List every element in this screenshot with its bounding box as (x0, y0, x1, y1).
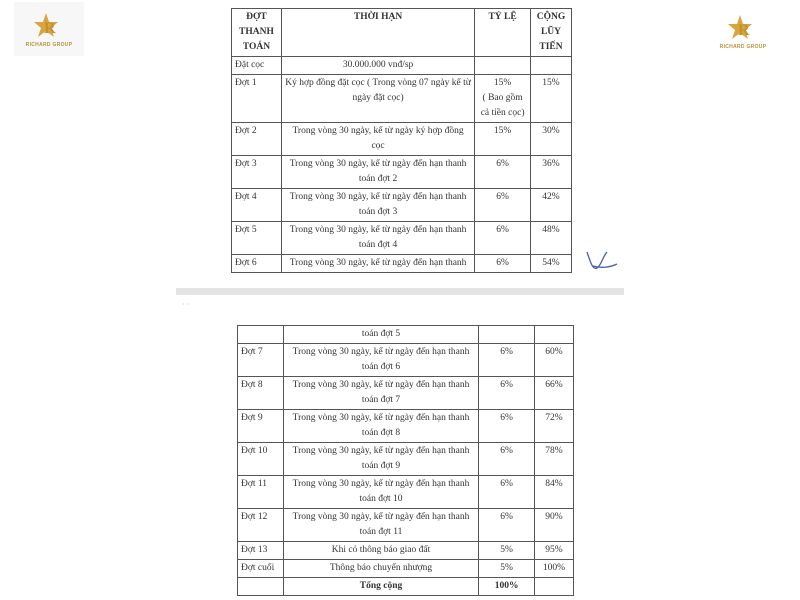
term-cell: Trong vòng 30 ngày, kể từ ngày đến hạn thanh toán đợt 8 (283, 410, 478, 443)
term-cell: Trong vòng 30 ngày, kể từ ngày đến hạn thanh (281, 255, 474, 273)
cumulative-cell: 36% (531, 156, 572, 189)
cumulative-cell: 42% (531, 189, 572, 222)
phase-cell: Đợt cuối (238, 560, 284, 578)
ratio-cell: 5% (479, 542, 535, 560)
cumulative-cell: 84% (535, 476, 574, 509)
phase-cell: Đợt 10 (238, 443, 284, 476)
table-row (232, 123, 572, 156)
svg-text:R: R (738, 21, 750, 39)
deposit-amount: 30.000.000 vnđ/sp (281, 57, 474, 75)
ratio-cell: 6% (479, 476, 535, 509)
cumulative-cell: 78% (535, 443, 574, 476)
page-divider (176, 288, 624, 295)
term-cell: Trong vòng 30 ngày, kể từ ngày đến hạn thanh toán đợt 7 (283, 377, 478, 410)
phase-cell: Đợt 1 (232, 75, 282, 123)
total-label: Tổng cộng (283, 578, 478, 596)
handwritten-signature (583, 246, 619, 276)
deposit-ratio (475, 57, 531, 75)
header-row (232, 9, 572, 57)
ratio-cell: 6% (475, 189, 531, 222)
ratio-cell: 6% (479, 509, 535, 542)
table-row (238, 560, 574, 578)
ratio-cell: 6% (479, 410, 535, 443)
table-row (238, 509, 574, 542)
term-cell: Trong vòng 30 ngày, kể từ ngày đến hạn thanh toán đợt 10 (283, 476, 478, 509)
star-logo-icon (726, 13, 760, 43)
table-row (232, 189, 572, 222)
scan-speck: · · (182, 300, 190, 309)
cumulative-cell: 100% (535, 560, 574, 578)
deposit-cumulative (531, 57, 572, 75)
richard-group-logo-right (708, 6, 778, 56)
continuation-row (238, 326, 574, 344)
ratio-cell: 6% (479, 443, 535, 476)
term-cell: Trong vòng 30 ngày, kể từ ngày đến hạn thanh toán đợt 3 (281, 189, 474, 222)
phase-cell: Đợt 11 (238, 476, 284, 509)
cumulative-cell: 54% (531, 255, 572, 273)
ratio-cell: 6% (479, 344, 535, 377)
term-cell: Trong vòng 30 ngày, kể từ ngày đến hạn thanh toán đợt 4 (281, 222, 474, 255)
brand-name: RICHARD GROUP (25, 41, 73, 48)
table-row (232, 75, 572, 123)
ratio-cell: 15% ( Bao gồm cả tiền cọc) (475, 75, 531, 123)
phase-cell: Đợt 9 (238, 410, 284, 443)
header-cumulative: CỘNG LŨY TIẾN (531, 9, 572, 57)
continuation-text: toán đợt 5 (283, 326, 478, 344)
term-cell: Trong vòng 30 ngày, kể từ ngày đến hạn thanh toán đợt 11 (283, 509, 478, 542)
header-phase: ĐỢT THANH TOÁN (232, 9, 282, 57)
richard-group-logo-left (14, 2, 84, 56)
ratio-cell: 5% (479, 560, 535, 578)
header-term: THỜI HẠN (281, 9, 474, 57)
term-cell: Trong vòng 30 ngày, kể từ ngày ký hợp đồng cọc (281, 123, 474, 156)
phase-cell: Đợt 7 (238, 344, 284, 377)
cumulative-cell: 90% (535, 509, 574, 542)
deposit-row (232, 57, 572, 75)
cumulative-cell: 60% (535, 344, 574, 377)
ratio-cell: 6% (475, 222, 531, 255)
ratio-cell: 6% (475, 255, 531, 273)
phase-cell: Đợt 6 (232, 255, 282, 273)
ratio-cell: 6% (479, 377, 535, 410)
cumulative-cell: 30% (531, 123, 572, 156)
phase-cell: Đợt 12 (238, 509, 284, 542)
term-cell: Khi có thông báo giao đất (283, 542, 478, 560)
ratio-cell: 6% (475, 156, 531, 189)
brand-name: RICHARD GROUP (719, 43, 767, 50)
term-cell: Trong vòng 30 ngày, kể từ ngày đến hạn thanh toán đợt 2 (281, 156, 474, 189)
phase-cell: Đợt 8 (238, 377, 284, 410)
table-row (238, 377, 574, 410)
phase-cell: Đợt 3 (232, 156, 282, 189)
phase-cell: Đợt 13 (238, 542, 284, 560)
phase-cell: Đợt 2 (232, 123, 282, 156)
term-cell: Trong vòng 30 ngày, kể từ ngày đến hạn thanh toán đợt 9 (283, 443, 478, 476)
table-row (232, 255, 572, 273)
table-row (238, 542, 574, 560)
total-row (238, 578, 574, 596)
table-row (238, 443, 574, 476)
cumulative-cell: 72% (535, 410, 574, 443)
star-logo-icon (32, 11, 66, 41)
cumulative-cell: 66% (535, 377, 574, 410)
table-row (238, 344, 574, 377)
phase-cell: Đợt 4 (232, 189, 282, 222)
term-cell: Thông báo chuyển nhượng (283, 560, 478, 578)
table-row (232, 156, 572, 189)
ratio-cell: 15% (475, 123, 531, 156)
table-row (238, 410, 574, 443)
svg-text:R: R (44, 19, 56, 37)
table-row (232, 222, 572, 255)
phase-cell: Đợt 5 (232, 222, 282, 255)
header-ratio: TỶ LỆ (475, 9, 531, 57)
payment-schedule-table-part-1 (231, 8, 572, 273)
cumulative-cell: 48% (531, 222, 572, 255)
term-cell: Ký hợp đồng đặt cọc ( Trong vòng 07 ngày kể từ ngày đặt cọc) (281, 75, 474, 123)
cumulative-cell: 95% (535, 542, 574, 560)
deposit-label: Đặt cọc (232, 57, 282, 75)
total-value: 100% (479, 578, 535, 596)
table-row (238, 476, 574, 509)
term-cell: Trong vòng 30 ngày, kể từ ngày đến hạn thanh toán đợt 6 (283, 344, 478, 377)
payment-schedule-table-part-2 (237, 325, 574, 596)
cumulative-cell: 15% (531, 75, 572, 123)
